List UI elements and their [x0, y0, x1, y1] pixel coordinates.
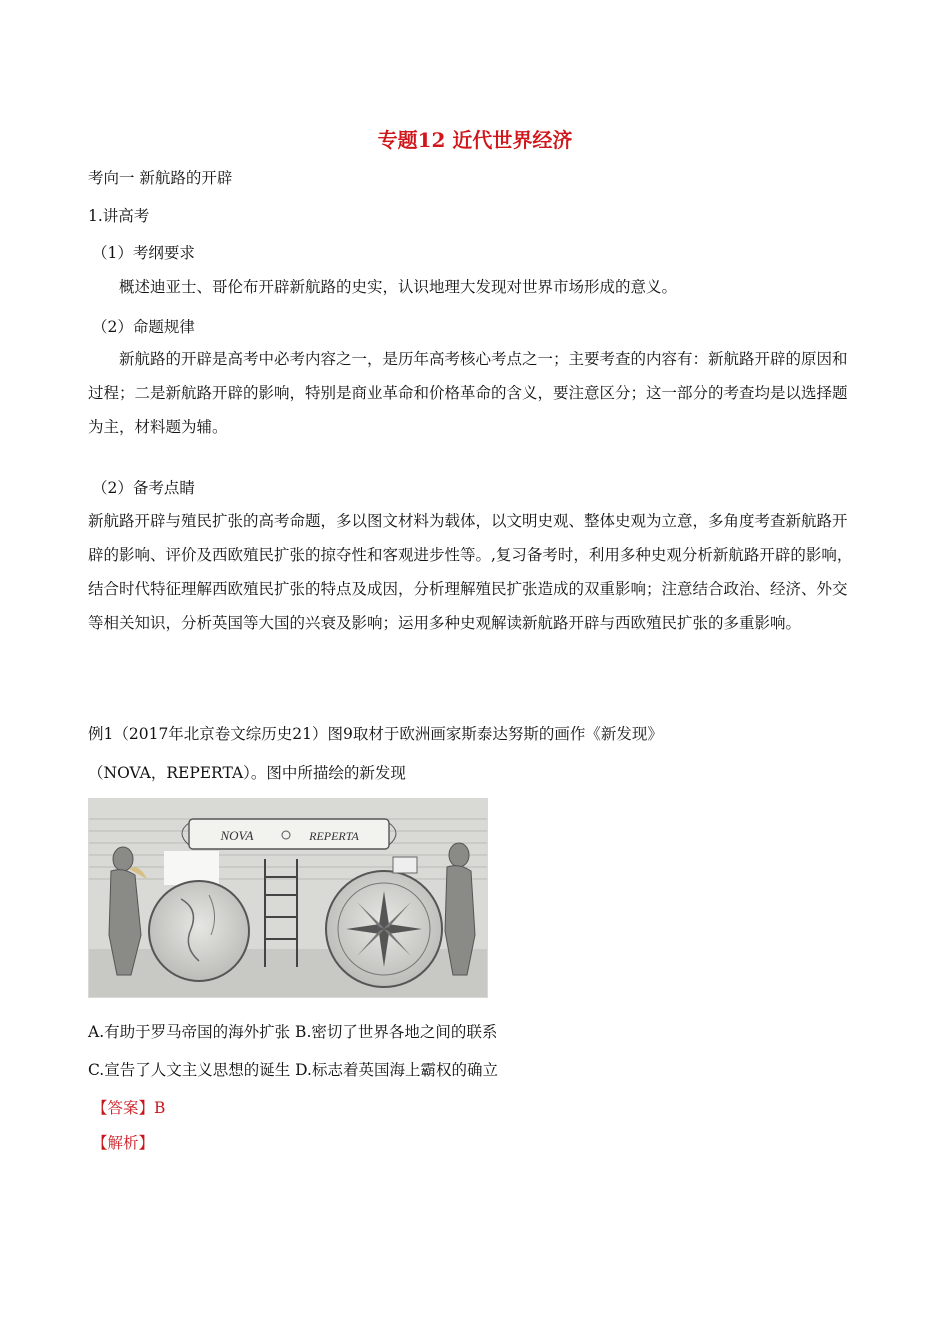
heading-syllabus: （1）考纲要求 — [92, 244, 195, 262]
globe-left — [149, 881, 249, 981]
example-question: 例1（2017年北京卷文综历史21）图9取材于欧洲画家斯泰达努斯的画作《新发现》 — [88, 725, 663, 743]
options-cd: C.宣告了人文主义思想的诞生 D.标志着英国海上霸权的确立 — [88, 1061, 498, 1079]
banner-text-left: NOVA — [220, 828, 254, 843]
subsection-heading: 1.讲高考 — [88, 207, 150, 225]
page-title: 专题12 近代世界经济 — [377, 128, 573, 152]
heading-pattern: （2）命题规律 — [92, 318, 195, 336]
answer-label: 【答案】 — [92, 1099, 155, 1117]
banner — [189, 819, 389, 849]
options-ab: A.有助于罗马帝国的海外扩张 B.密切了世界各地之间的联系 — [88, 1023, 498, 1041]
engraving-illustration — [89, 799, 487, 997]
figure-nova-reperta — [88, 798, 488, 998]
analysis-label: 【解析】 — [92, 1134, 155, 1152]
heading-prep: （2）备考点睛 — [92, 479, 195, 497]
paragraph-syllabus: 概述迪亚士、哥伦布开辟新航路的史实，认识地理大发现对世界市场形成的意义。 — [119, 278, 678, 296]
paragraph-pattern: 新航路的开辟是高考中必考内容之一，是历年高考核心考点之一；主要考查的内容有：新航路开辟的原因和过程；二是新航路开辟的影响，特别是商业革命和价格革命的含义，要注意区分；这一部分的考查均是以选择题为主，材料题为辅。 — [88, 350, 848, 436]
answer-line — [92, 1096, 165, 1118]
example-question-cont: （NOVA，REPERTA）。图中所描绘的新发现 — [88, 764, 406, 782]
section-heading: 考向一 新航路的开辟 — [88, 169, 233, 187]
answer-value: B — [154, 1099, 166, 1117]
banner-text-right: REPERTA — [309, 829, 359, 843]
paragraph-prep: 新航路开辟与殖民扩张的高考命题，多以图文材料为载体，以文明史观、整体史观为立意，多角度考查新航路开辟的影响、评价及西欧殖民扩张的掠夺性和客观进步性等。,复习备考时，利用多种史观分析新航路开辟的影响，结合时代特征理解西欧殖民扩张的特点及成因，分析理解殖民扩张造成的双重影响；注意结合政治、经济、外交等相关知识，分析英国等大国的兴衰及影响；运用多种史观解读新航路开辟与西欧殖民扩张的多重影响。 — [88, 512, 853, 632]
